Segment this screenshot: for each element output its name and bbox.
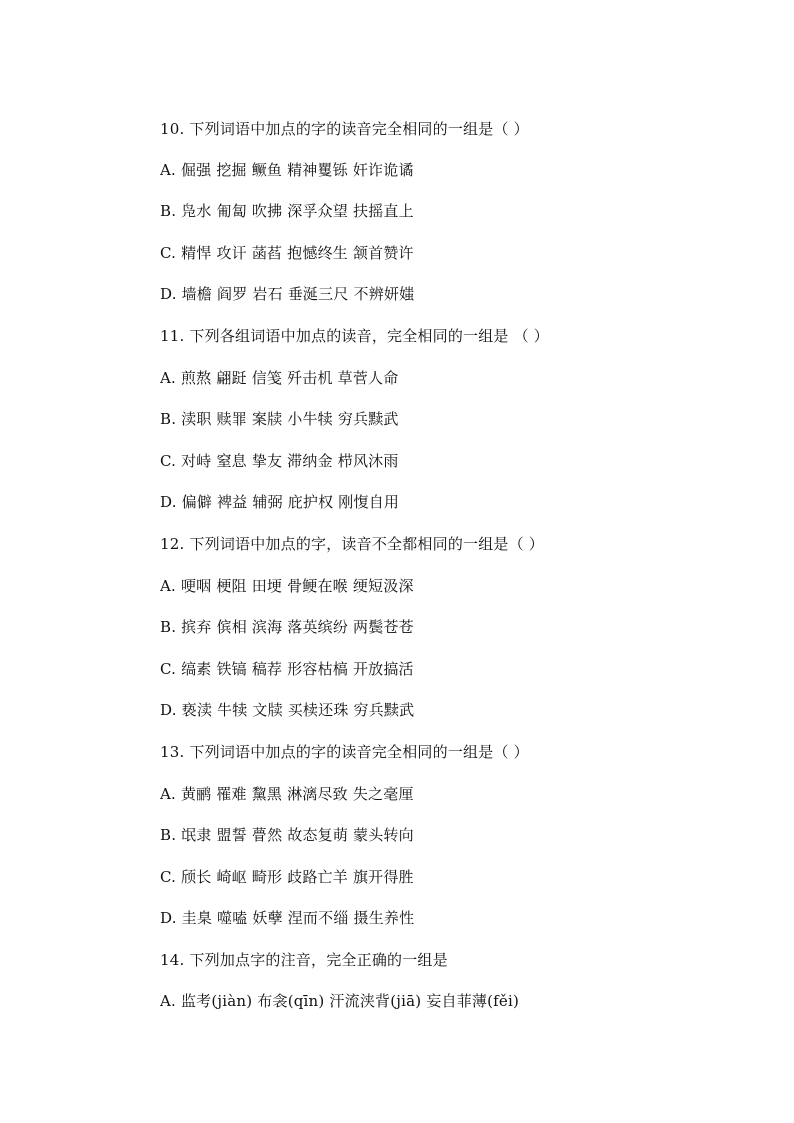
question-11-option-b: B. 渎职 赎罪 案牍 小牛犊 穷兵黩武 [160,410,399,428]
question-11-option-c: C. 对峙 窒息 挚友 滞纳金 栉风沐雨 [160,452,399,470]
question-12-option-c: C. 缟素 铁镐 稿荐 形容枯槁 开放搞活 [160,660,414,678]
question-13-option-d: D. 圭臬 噬嗑 妖孽 涅而不缁 摄生养性 [160,909,415,927]
question-13-option-a: A. 黄鹂 罹难 黧黑 淋漓尽致 失之毫厘 [160,785,414,803]
question-14-option-a: A. 监考(jiàn) 布衾(qīn) 汗流浃背(jiā) 妄自菲薄(fěi) [160,992,520,1010]
question-10-option-d: D. 墙檐 阎罗 岩石 垂涎三尺 不辨妍媸 [160,285,415,303]
question-11-stem: 11. 下列各组词语中加点的读音，完全相同的一组是 （ ） [160,327,549,345]
question-13-option-b: B. 氓隶 盟誓 瞢然 故态复萌 蒙头转向 [160,826,414,844]
question-13-stem: 13. 下列词语中加点的字的读音完全相同的一组是（ ） [160,743,529,761]
question-13-option-c: C. 颀长 崎岖 畸形 歧路亡羊 旗开得胜 [160,868,414,886]
question-10-stem: 10. 下列词语中加点的字的读音完全相同的一组是（ ） [160,120,529,138]
question-12-option-b: B. 摈弃 傧相 滨海 落英缤纷 两鬓苍苍 [160,618,414,636]
question-14-stem: 14. 下列加点字的注音，完全正确的一组是 [160,951,448,969]
question-10-option-c: C. 精悍 攻讦 菡萏 抱憾终生 颔首赞许 [160,244,414,262]
question-10-option-b: B. 凫水 匍匐 吹拂 深孚众望 扶摇直上 [160,202,414,220]
question-11-option-a: A. 煎熬 翩跹 信笺 歼击机 草菅人命 [160,369,399,387]
question-12-option-a: A. 哽咽 梗阻 田埂 骨鲠在喉 绠短汲深 [160,577,414,595]
question-12-stem: 12. 下列词语中加点的字，读音不全都相同的一组是（ ） [160,535,544,553]
question-12-option-d: D. 亵渎 牛犊 文牍 买椟还珠 穷兵黩武 [160,701,415,719]
question-10-option-a: A. 倔强 挖掘 鳜鱼 精神矍铄 奸诈诡谲 [160,161,414,179]
question-11-option-d: D. 偏僻 裨益 辅弼 庇护权 刚愎自用 [160,493,400,511]
